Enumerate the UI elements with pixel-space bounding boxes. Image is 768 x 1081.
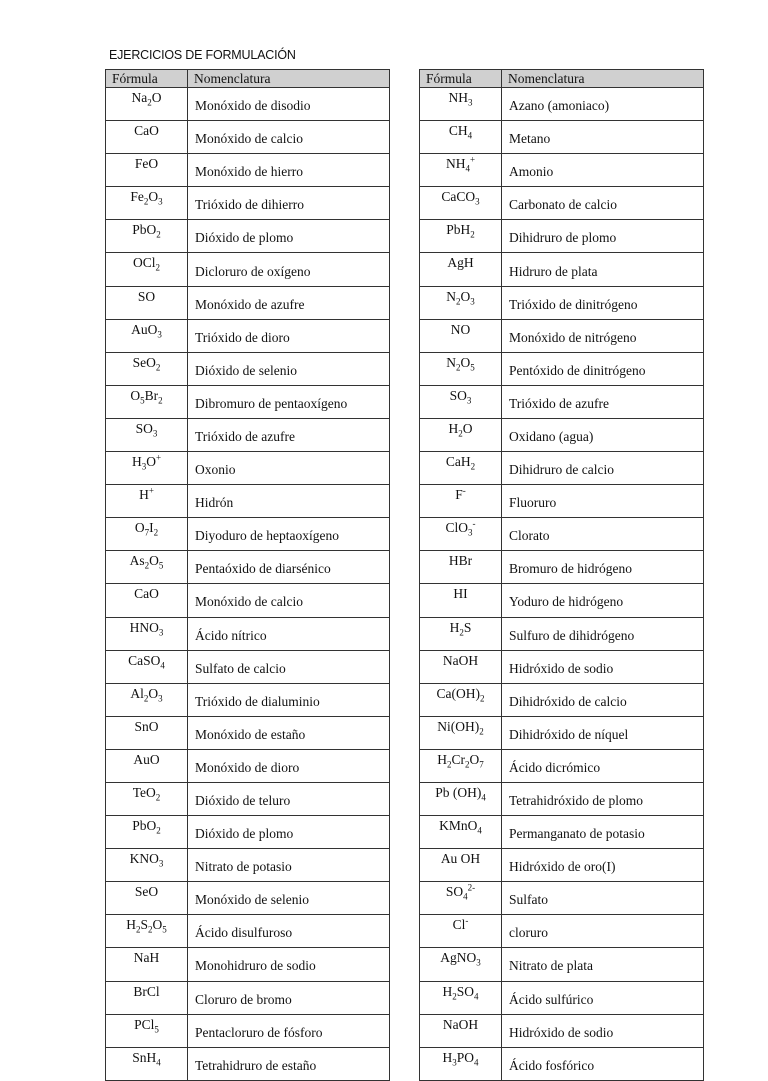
- formula-cell: BrCl: [106, 981, 188, 1014]
- table-row: [106, 485, 390, 518]
- table-row: [106, 882, 390, 915]
- table-row: [420, 418, 704, 451]
- formula-cell: HBr: [420, 551, 502, 584]
- nomenclature-cell: Bromuro de hidrógeno: [502, 551, 704, 584]
- nomenclature-cell: Hidróxido de oro(I): [502, 849, 704, 882]
- right-table-body: [420, 88, 704, 1081]
- formula-cell: $KNO_3$: [106, 849, 188, 882]
- nomenclature-cell: Hidruro de plata: [502, 253, 704, 286]
- formula-cell: F-: [420, 485, 502, 518]
- formula-cell: AuO: [106, 749, 188, 782]
- nomenclature-cell: Azano (amoniaco): [502, 88, 704, 121]
- right-formulation-table: [419, 69, 704, 1081]
- formula-cell: AgNO$_3$: [420, 948, 502, 981]
- formula-cell: Cl-: [420, 915, 502, 948]
- nomenclature-cell: Pentacloruro de fósforo: [188, 1014, 390, 1047]
- nomenclature-cell: Monóxido de calcio: [188, 584, 390, 617]
- formula-cell: ClO$_3$-: [420, 518, 502, 551]
- table-row: [420, 981, 704, 1014]
- table-row: [106, 154, 390, 187]
- nomenclature-cell: Dióxido de teluro: [188, 782, 390, 815]
- table-row: [106, 816, 390, 849]
- formula-cell: $H_3O^+$: [106, 452, 188, 485]
- table-row: [420, 849, 704, 882]
- formula-cell: $H_3PO_4$: [420, 1047, 502, 1080]
- table-row: [420, 88, 704, 121]
- nomenclature-cell: Fluoruro: [502, 485, 704, 518]
- formula-cell: Au OH: [420, 849, 502, 882]
- formula-cell: $Na_2O$: [106, 88, 188, 121]
- nomenclature-cell: Oxidano (agua): [502, 418, 704, 451]
- table-row: [106, 749, 390, 782]
- formula-cell: CaSO$_4$: [106, 650, 188, 683]
- nomenclature-cell: Tetrahidruro de estaño: [188, 1047, 390, 1080]
- table-row: [106, 915, 390, 948]
- nomenclature-cell: Nitrato de potasio: [188, 849, 390, 882]
- formula-column-header: Fórmula: [420, 70, 502, 88]
- page-title: EJERCICIOS DE FORMULACIÓN: [109, 48, 296, 62]
- formula-cell: HI: [420, 584, 502, 617]
- left-formulation-table: [105, 69, 390, 1081]
- formula-cell: $H_2Cr_2O_7$: [420, 749, 502, 782]
- table-row: [106, 948, 390, 981]
- table-row: [420, 650, 704, 683]
- nomenclature-cell: Ácido nítrico: [188, 617, 390, 650]
- formula-cell: $CH_4$: [420, 121, 502, 154]
- formula-cell: $Al_2O_3$: [106, 683, 188, 716]
- table-row: [420, 518, 704, 551]
- nomenclature-cell: Dióxido de plomo: [188, 220, 390, 253]
- nomenclature-cell: Oxonio: [188, 452, 390, 485]
- formula-cell: $H_2SO_4$: [420, 981, 502, 1014]
- nomenclature-cell: Monóxido de azufre: [188, 286, 390, 319]
- table-row: [420, 1014, 704, 1047]
- nomenclature-cell: Sulfato de calcio: [188, 650, 390, 683]
- nomenclature-cell: Monóxido de nitrógeno: [502, 319, 704, 352]
- nomenclature-cell: Pentóxido de dinitrógeno: [502, 352, 704, 385]
- formula-cell: SeO$_2$: [106, 352, 188, 385]
- nomenclature-cell: Monóxido de calcio: [188, 121, 390, 154]
- formula-cell: $N_2O_5$: [420, 352, 502, 385]
- table-row: [106, 716, 390, 749]
- formula-cell: AuO$_3$: [106, 319, 188, 352]
- nomenclature-column-header: Nomenclatura: [188, 70, 390, 88]
- nomenclature-cell: Monohidruro de sodio: [188, 948, 390, 981]
- table-row: [420, 154, 704, 187]
- table-row: [106, 352, 390, 385]
- nomenclature-cell: Yoduro de hidrógeno: [502, 584, 704, 617]
- formula-cell: $SO_4^{2-}$: [420, 882, 502, 915]
- table-row: [106, 617, 390, 650]
- nomenclature-cell: Dióxido de plomo: [188, 816, 390, 849]
- table-row: [420, 551, 704, 584]
- table-row: [420, 121, 704, 154]
- formula-cell: TeO$_2$: [106, 782, 188, 815]
- formula-cell: $As_2O_5$: [106, 551, 188, 584]
- formula-cell: $H_2O$: [420, 418, 502, 451]
- formula-column-header: Fórmula: [106, 70, 188, 88]
- nomenclature-cell: Trióxido de azufre: [502, 385, 704, 418]
- formula-cell: $Ni(OH)_2$: [420, 716, 502, 749]
- formula-cell: SO: [106, 286, 188, 319]
- table-row: [420, 253, 704, 286]
- table-header-row: [420, 70, 704, 88]
- nomenclature-cell: Ácido dicrómico: [502, 749, 704, 782]
- formula-cell: SeO: [106, 882, 188, 915]
- nomenclature-cell: Dihidruro de calcio: [502, 452, 704, 485]
- nomenclature-cell: Metano: [502, 121, 704, 154]
- table-row: [106, 220, 390, 253]
- table-row: [106, 518, 390, 551]
- table-row: [106, 1014, 390, 1047]
- formula-cell: $Ca(OH)_2$: [420, 683, 502, 716]
- formula-cell: $N_2O_3$: [420, 286, 502, 319]
- nomenclature-cell: Hidróxido de sodio: [502, 1014, 704, 1047]
- formula-cell: NaH: [106, 948, 188, 981]
- formula-cell: SnH$_4$: [106, 1047, 188, 1080]
- table-row: [420, 385, 704, 418]
- table-row: [420, 187, 704, 220]
- formula-cell: $Fe_2O_3$: [106, 187, 188, 220]
- table-row: [420, 584, 704, 617]
- formula-cell: SnO: [106, 716, 188, 749]
- formula-cell: PCl$_5$: [106, 1014, 188, 1047]
- formula-cell: PbO$_2$: [106, 220, 188, 253]
- formula-cell: $O_7I_2$: [106, 518, 188, 551]
- nomenclature-cell: Ácido sulfúrico: [502, 981, 704, 1014]
- table-row: [106, 452, 390, 485]
- formula-cell: $H_2S$: [420, 617, 502, 650]
- formula-cell: CaH$_2$: [420, 452, 502, 485]
- formula-cell: KMnO$_4$: [420, 816, 502, 849]
- nomenclature-cell: Cloruro de bromo: [188, 981, 390, 1014]
- table-header-row: [106, 70, 390, 88]
- left-table-body: [106, 88, 390, 1081]
- table-row: [106, 1047, 390, 1080]
- table-row: [106, 88, 390, 121]
- formula-cell: NaOH: [420, 1014, 502, 1047]
- table-row: [420, 816, 704, 849]
- nomenclature-cell: Pentaóxido de diarsénico: [188, 551, 390, 584]
- nomenclature-cell: Sulfuro de dihidrógeno: [502, 617, 704, 650]
- nomenclature-cell: Ácido disulfuroso: [188, 915, 390, 948]
- table-row: [420, 716, 704, 749]
- nomenclature-cell: Hidróxido de sodio: [502, 650, 704, 683]
- formula-cell: PbH$_2$: [420, 220, 502, 253]
- table-row: [106, 551, 390, 584]
- nomenclature-cell: Trióxido de dioro: [188, 319, 390, 352]
- formula-cell: FeO: [106, 154, 188, 187]
- nomenclature-cell: Dibromuro de pentaoxígeno: [188, 385, 390, 418]
- table-row: [420, 948, 704, 981]
- table-row: [420, 1047, 704, 1080]
- nomenclature-cell: Trióxido de dihierro: [188, 187, 390, 220]
- table-row: [420, 915, 704, 948]
- table-row: [420, 782, 704, 815]
- nomenclature-cell: Monóxido de dioro: [188, 749, 390, 782]
- formula-cell: $NH_3$: [420, 88, 502, 121]
- table-row: [106, 418, 390, 451]
- table-row: [106, 849, 390, 882]
- table-row: [106, 319, 390, 352]
- table-row: [420, 617, 704, 650]
- formula-cell: H+: [106, 485, 188, 518]
- table-row: [106, 121, 390, 154]
- nomenclature-cell: Dicloruro de oxígeno: [188, 253, 390, 286]
- table-row: [420, 749, 704, 782]
- table-row: [420, 352, 704, 385]
- table-row: [420, 220, 704, 253]
- nomenclature-cell: Diyoduro de heptaoxígeno: [188, 518, 390, 551]
- nomenclature-cell: Carbonato de calcio: [502, 187, 704, 220]
- table-row: [420, 452, 704, 485]
- formula-cell: $SO_3$: [106, 418, 188, 451]
- nomenclature-cell: cloruro: [502, 915, 704, 948]
- table-row: [420, 683, 704, 716]
- nomenclature-cell: Monóxido de disodio: [188, 88, 390, 121]
- nomenclature-cell: Tetrahidróxido de plomo: [502, 782, 704, 815]
- table-row: [106, 253, 390, 286]
- table-row: [106, 286, 390, 319]
- formula-cell: NaOH: [420, 650, 502, 683]
- formula-cell: CaO: [106, 584, 188, 617]
- nomenclature-cell: Trióxido de dinitrógeno: [502, 286, 704, 319]
- nomenclature-cell: Ácido fosfórico: [502, 1047, 704, 1080]
- formula-cell: NO: [420, 319, 502, 352]
- nomenclature-cell: Dióxido de selenio: [188, 352, 390, 385]
- formula-cell: $HNO_3$: [106, 617, 188, 650]
- nomenclature-cell: Monóxido de estaño: [188, 716, 390, 749]
- nomenclature-cell: Nitrato de plata: [502, 948, 704, 981]
- nomenclature-cell: Dihidróxido de níquel: [502, 716, 704, 749]
- formula-cell: Pb $(OH)_4$: [420, 782, 502, 815]
- nomenclature-cell: Dihidruro de plomo: [502, 220, 704, 253]
- nomenclature-cell: Amonio: [502, 154, 704, 187]
- table-row: [420, 319, 704, 352]
- formula-cell: $NH_4^+$: [420, 154, 502, 187]
- nomenclature-cell: Monóxido de selenio: [188, 882, 390, 915]
- table-row: [106, 584, 390, 617]
- table-row: [106, 981, 390, 1014]
- nomenclature-cell: Trióxido de dialuminio: [188, 683, 390, 716]
- nomenclature-cell: Trióxido de azufre: [188, 418, 390, 451]
- nomenclature-cell: Monóxido de hierro: [188, 154, 390, 187]
- table-row: [420, 485, 704, 518]
- formula-cell: PbO$_2$: [106, 816, 188, 849]
- table-row: [106, 650, 390, 683]
- table-row: [420, 286, 704, 319]
- formula-cell: AgH: [420, 253, 502, 286]
- table-row: [106, 683, 390, 716]
- table-row: [106, 782, 390, 815]
- nomenclature-cell: Dihidróxido de calcio: [502, 683, 704, 716]
- formula-cell: $SO_3$: [420, 385, 502, 418]
- formula-cell: CaO: [106, 121, 188, 154]
- formula-cell: $O_5Br_2$: [106, 385, 188, 418]
- nomenclature-cell: Permanganato de potasio: [502, 816, 704, 849]
- table-row: [106, 187, 390, 220]
- formula-cell: CaCO$_3$: [420, 187, 502, 220]
- nomenclature-column-header: Nomenclatura: [502, 70, 704, 88]
- nomenclature-cell: Clorato: [502, 518, 704, 551]
- table-row: [106, 385, 390, 418]
- table-row: [420, 882, 704, 915]
- nomenclature-cell: Sulfato: [502, 882, 704, 915]
- nomenclature-cell: Hidrón: [188, 485, 390, 518]
- formula-cell: OCl$_2$: [106, 253, 188, 286]
- formula-cell: $H_2S_2O_5$: [106, 915, 188, 948]
